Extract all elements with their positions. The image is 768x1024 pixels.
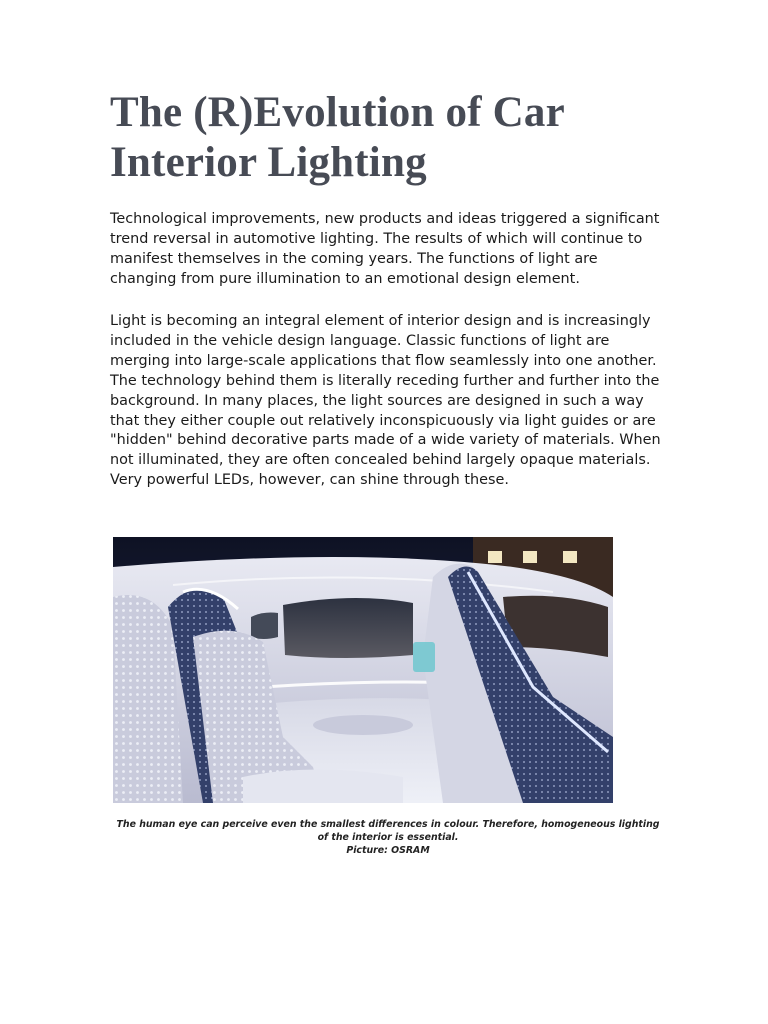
article-title: The (R)Evolution of Car Interior Lighting [110,89,565,186]
photo-credit: Picture: OSRAM [346,845,430,856]
paragraph-intro: Technological improvements, new products and ideas triggered a significant trend reversal in automotive lighting. The results of which will continue to manifest themselves in the coming years. The functions of light are changing from pure illumination to an emotional design element. [110,211,660,287]
caption-text: The human eye can perceive even the smallest differences in colour. Therefore, homogeneous lighting of the interior is essential. [116,819,660,843]
figure-caption [110,818,666,857]
car-interior-photo [113,537,613,803]
paragraph-body: Light is becoming an integral element of interior design and is increasingly included in the vehicle design language. Classic functions of light are merging into large-scale applications that flow seamlessly into one another. The technology behind them is literally receding further and further into the background. In many places, the light sources are designed in such a way that they either couple out relatively inconspicuously via light guides or are "hidden" behind decorative parts made of a wide variety of materials. When not illuminated, they are often concealed behind largely opaque materials. Very powerful LEDs, however, can shine through these. [110,313,661,489]
